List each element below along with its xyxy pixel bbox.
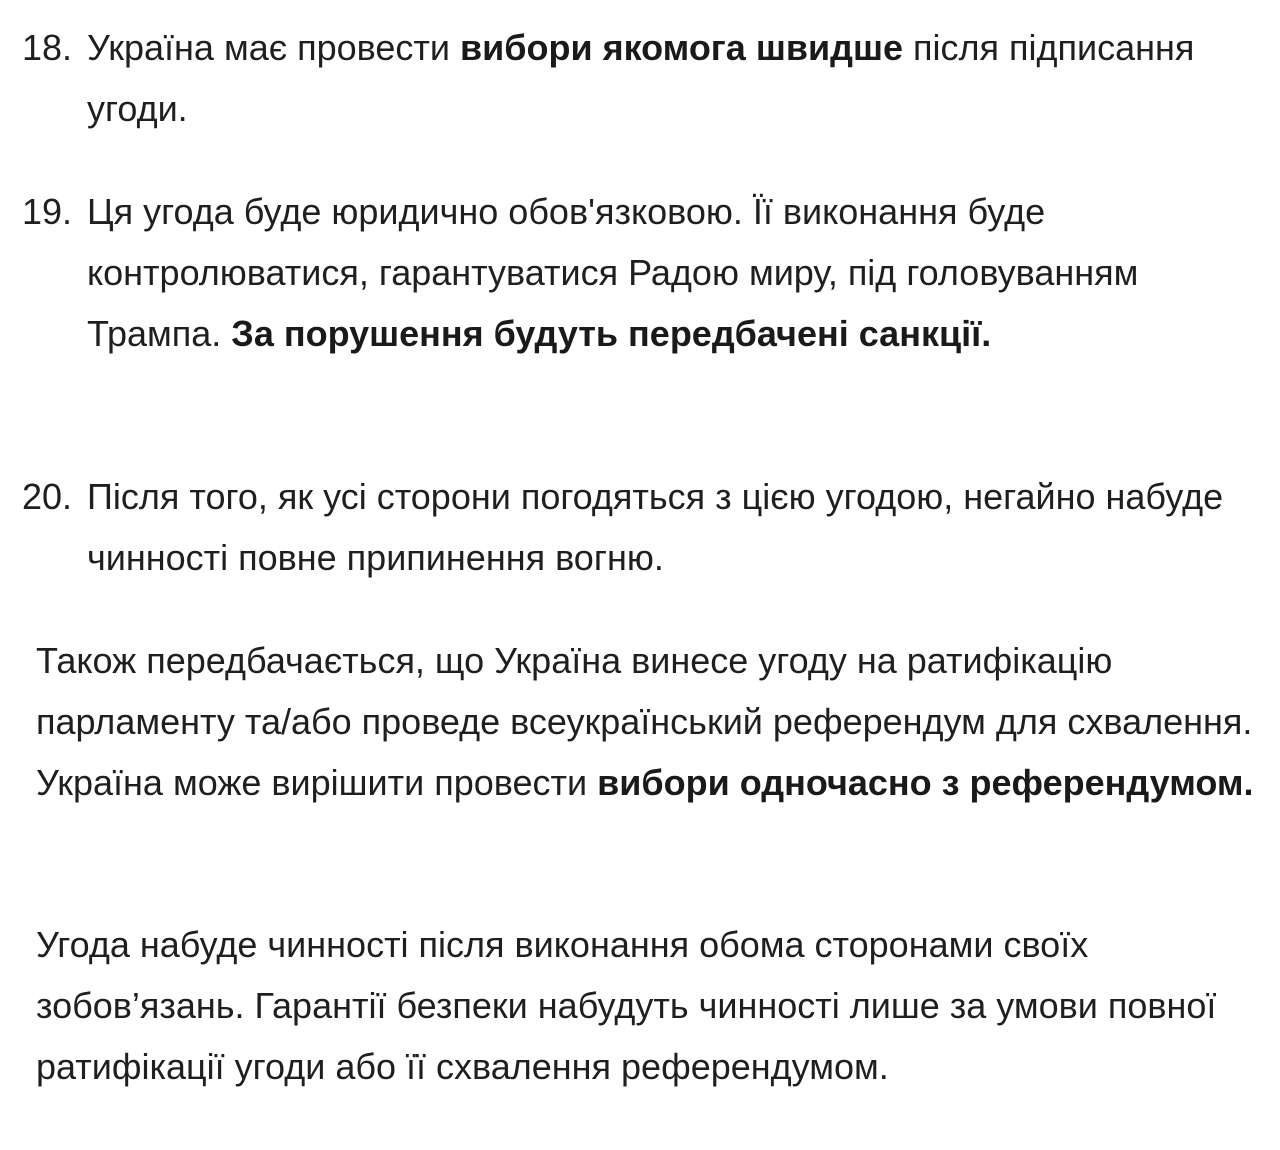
paragraph-ratification: Також передбачається, що Україна винесе угоду на ратифікацію парламенту та/або проведе всеукраїнський референдум для схвалення. Україна може вирішити провести вибори одночасно з референдумом. bbox=[36, 640, 1254, 803]
list-item-20 bbox=[22, 466, 1262, 588]
bold-phrase: вибори якомога швидше bbox=[459, 27, 903, 68]
bold-phrase: вибори одночасно з референдумом. bbox=[597, 762, 1254, 803]
bold-phrase: За порушення будуть передбачені санкції. bbox=[231, 313, 992, 354]
paragraph-entry-into-force: Угода набуде чинності після виконання обома сторонами своїх зобов’язань. Гарантії безпеки набудуть чинності лише за умови повної ратифікації угоди або її схвалення референдумом. bbox=[36, 924, 1217, 1087]
list-item-number: 20. bbox=[22, 476, 73, 517]
list-item-text: Після того, як усі сторони погодяться з цією угодою, негайно набуде чинності повне припинення вогню. bbox=[87, 476, 1224, 578]
list-item-text: Україна має провести вибори якомога швидше після підписання угоди. bbox=[87, 27, 1195, 129]
list-item-19 bbox=[22, 181, 1262, 364]
list-item-text: Ця угода буде юридично обов'язковою. Її виконання буде контролюватися, гарантуватися Радою миру, під головуванням Трампа. За порушення будуть передбачені санкції. bbox=[87, 191, 1139, 354]
list-item-number: 18. bbox=[22, 27, 73, 68]
list-item-number: 19. bbox=[22, 191, 73, 232]
list-item-18 bbox=[22, 17, 1262, 139]
